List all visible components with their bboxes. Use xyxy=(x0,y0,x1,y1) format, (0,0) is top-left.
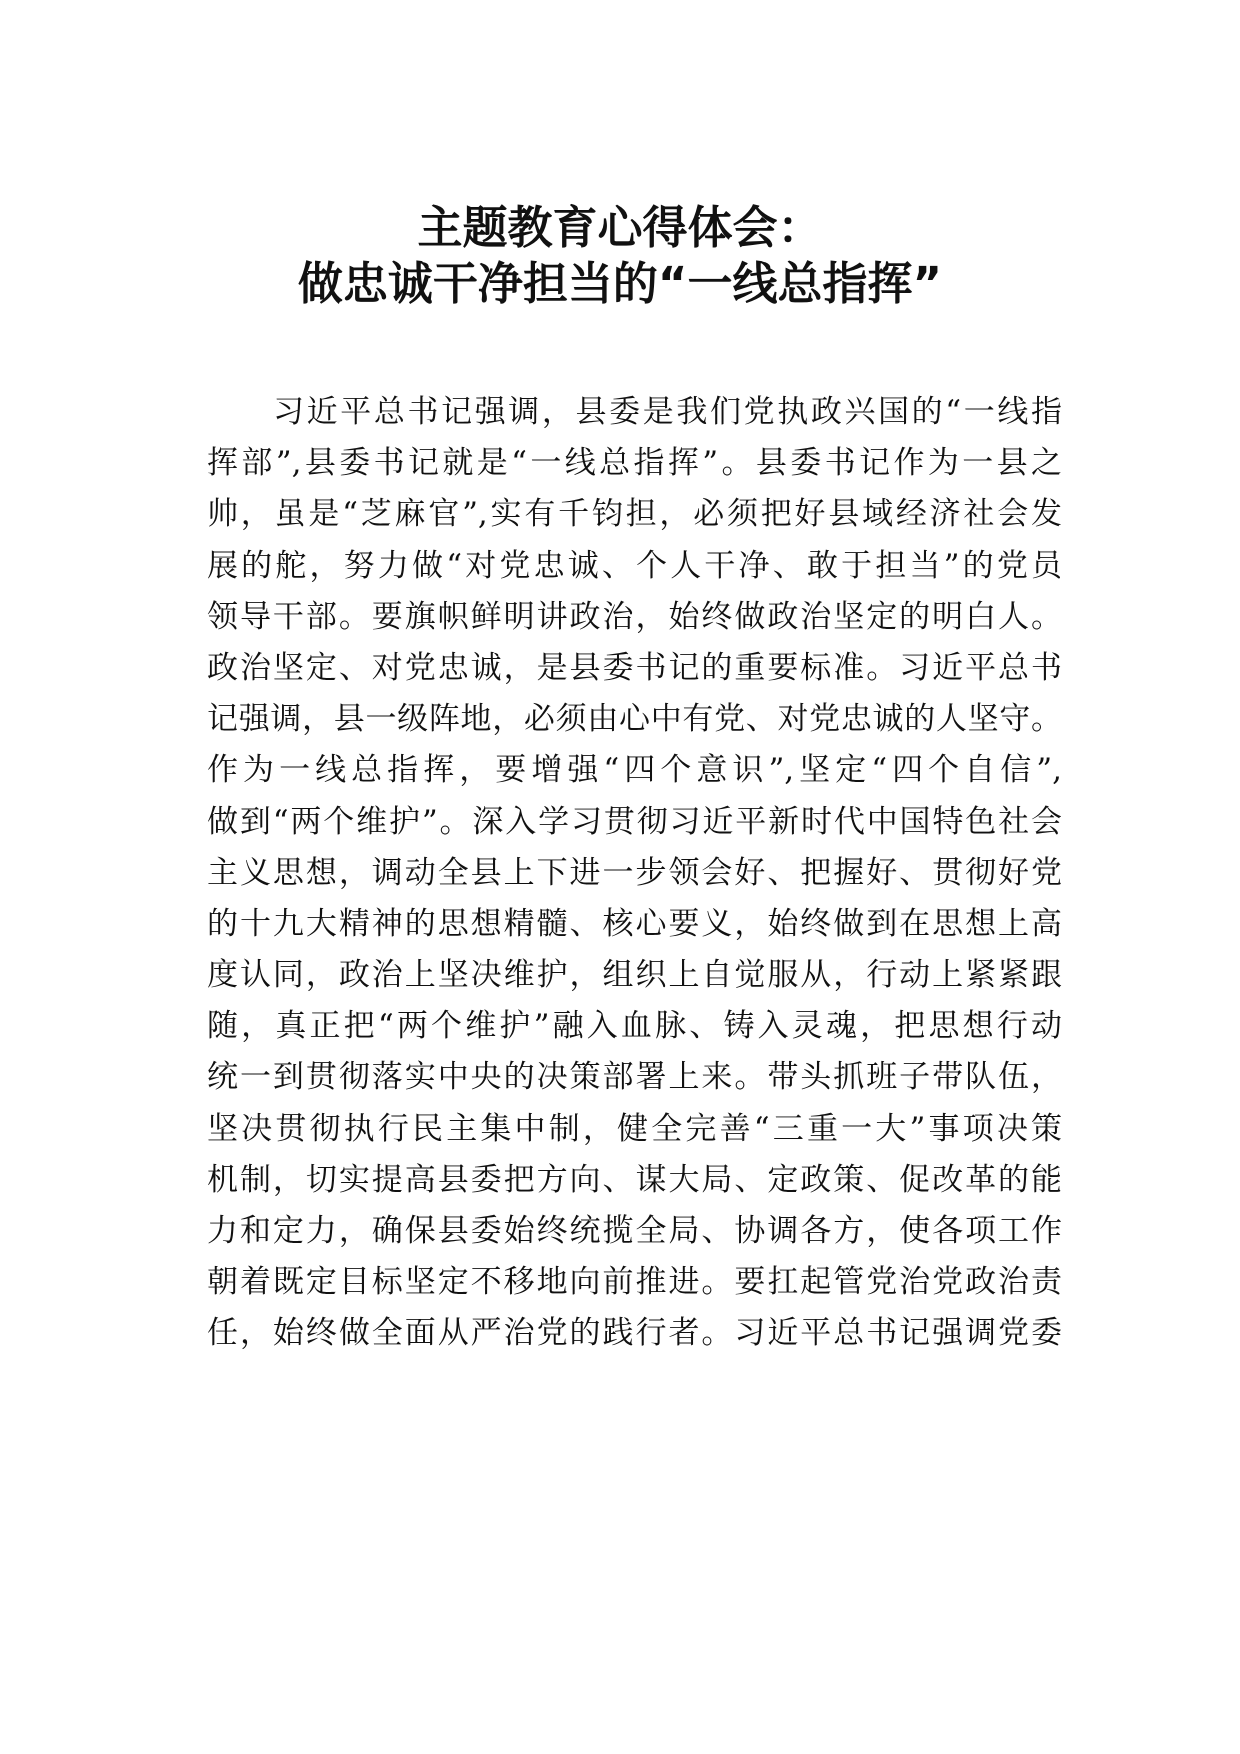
body-line: 机制，切实提高县委把方向、谋大局、定政策、促改革的能 xyxy=(207,1161,1062,1198)
document-title xyxy=(0,200,1240,312)
body-line: 坚决贯彻执行民主集中制，健全完善“三重一大”事项决策 xyxy=(207,1110,1062,1147)
body-line: 政治坚定、对党忠诚，是县委书记的重要标准。习近平总书 xyxy=(207,649,1062,686)
body-line: 展的舵，努力做“对党忠诚、个人干净、敢于担当”的党员 xyxy=(207,547,1062,584)
body-line: 度认同，政治上坚决维护，组织上自觉服从，行动上紧紧跟 xyxy=(207,957,1062,994)
body-line: 任，始终做全面从严治党的践行者。习近平总书记强调党委 xyxy=(207,1315,1062,1352)
body-line: 统一到贯彻落实中央的决策部署上来。带头抓班子带队伍， xyxy=(207,1059,1062,1096)
body-line: 领导干部。要旗帜鲜明讲政治，始终做政治坚定的明白人。 xyxy=(207,598,1062,635)
title-line: 主题教育心得体会： xyxy=(417,201,823,254)
body-line: 随，真正把“两个维护”融入血脉、铸入灵魂，把思想行动 xyxy=(207,1008,1062,1045)
body-line: 习近平总书记强调，县委是我们党执政兴国的“一线指 xyxy=(273,394,1062,430)
body-line: 做到“两个维护”。深入学习贯彻习近平新时代中国特色社会 xyxy=(207,803,1062,840)
document-body xyxy=(207,387,1062,1360)
body-line: 的十九大精神的思想精髓、核心要义，始终做到在思想上高 xyxy=(207,905,1062,942)
body-line: 力和定力，确保县委始终统揽全局、协调各方，使各项工作 xyxy=(207,1213,1062,1249)
body-line: 主义思想，调动全县上下进一步领会好、把握好、贯彻好党 xyxy=(207,854,1062,891)
body-line: 记强调，县一级阵地，必须由心中有党、对党忠诚的人坚守。 xyxy=(207,701,1062,738)
body-line: 作为一线总指挥，要增强“四个意识”,坚定“四个自信”, xyxy=(207,752,1062,789)
subtitle-line: 做忠诚干净担当的“一线总指挥” xyxy=(297,257,943,310)
body-line: 帅，虽是“芝麻官”,实有千钧担，必须把好县域经济社会发 xyxy=(207,496,1062,533)
body-line: 挥部”,县委书记就是“一线总指挥”。县委书记作为一县之 xyxy=(207,445,1062,482)
body-line: 朝着既定目标坚定不移地向前推进。要扛起管党治党政治责 xyxy=(207,1264,1062,1301)
